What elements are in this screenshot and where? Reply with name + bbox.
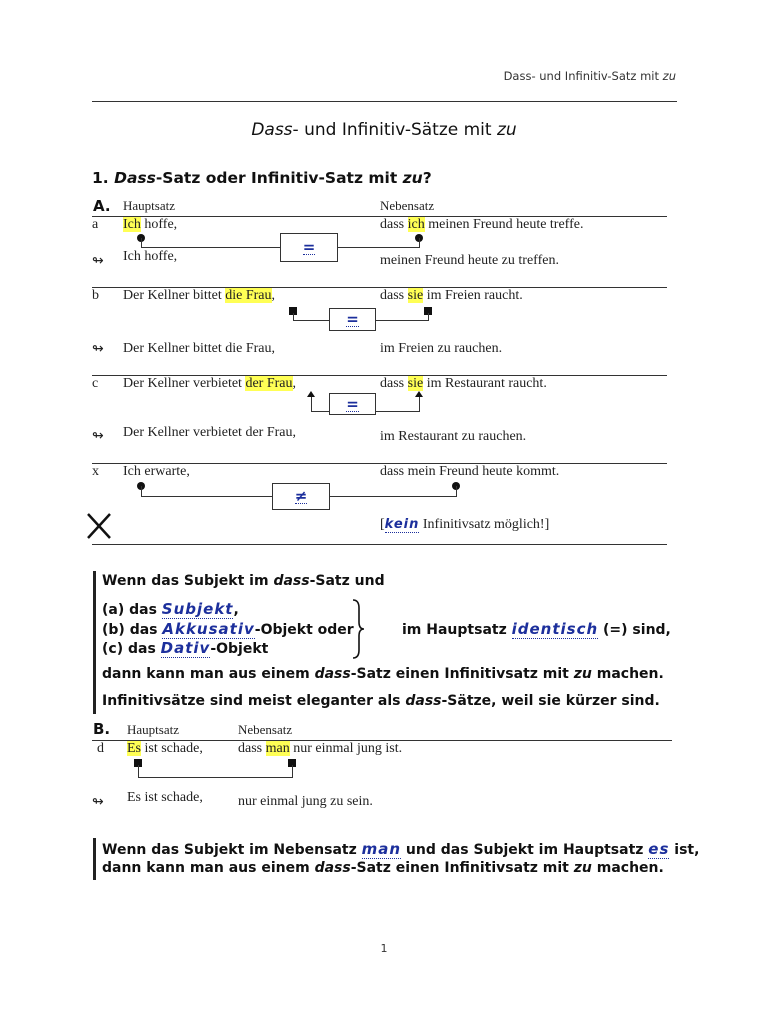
equal-box: =	[280, 233, 338, 262]
hand-arrow-icon: ↬	[92, 253, 104, 269]
header-rule	[92, 101, 677, 102]
alt-sub-clause: nur einmal jung zu sein.	[238, 794, 373, 809]
alt-main-clause: Ich hoffe,	[123, 249, 178, 264]
alt-sub-clause: im Freien zu rauchen.	[380, 341, 503, 356]
rule-line: Wenn das Subjekt im dass-Satz und	[102, 573, 385, 589]
cross-icon	[86, 512, 112, 544]
link-line	[293, 320, 329, 321]
link-line	[141, 247, 281, 248]
rule-item-b: (b) das Akkusativ-Objekt oder	[102, 620, 354, 638]
page-title: Dass- und Infinitiv-Sätze mit zu	[251, 120, 517, 140]
sub-clause: dass sie im Restaurant raucht.	[380, 376, 547, 391]
page-number: 1	[380, 942, 388, 955]
link-line	[138, 777, 293, 778]
link-arrowhead	[415, 391, 423, 397]
alt-main-clause: Es ist schade,	[127, 790, 203, 805]
curly-brace-icon	[351, 598, 365, 664]
sub-clause: dass mein Freund heute kommt.	[380, 464, 560, 479]
rule-item-a: (a) das Subjekt,	[102, 600, 239, 618]
rule-box	[93, 571, 683, 714]
link-line	[376, 320, 428, 321]
link-line	[456, 486, 457, 497]
sub-clause: dass man nur einmal jung ist.	[238, 741, 403, 756]
rule-line: dann kann man aus einem dass-Satz einen Infinitivsatz mit zu machen.	[102, 666, 664, 682]
table-rule	[92, 544, 667, 545]
hand-arrow-icon: ↬	[92, 428, 104, 444]
row-letter: d	[97, 741, 104, 756]
col-header-main: Hauptsatz	[127, 722, 179, 737]
row-letter: b	[92, 288, 99, 303]
sub-clause: dass ich meinen Freund heute treffe.	[380, 217, 584, 232]
rule-line: Infinitivsätze sind meist eleganter als dass-Sätze, weil sie kürzer sind.	[102, 693, 660, 709]
link-line	[376, 411, 420, 412]
link-line	[330, 496, 456, 497]
equal-box: =	[329, 393, 376, 415]
main-clause: Es ist schade,	[127, 741, 203, 756]
running-header: Dass- und Infinitiv-Satz mit zu	[503, 69, 676, 83]
row-letter: a	[92, 217, 99, 232]
link-line	[141, 496, 272, 497]
alt-main-clause: Der Kellner bittet die Frau,	[123, 341, 276, 356]
alt-sub-clause: im Restaurant zu rauchen.	[380, 429, 527, 444]
no-infinitive-note: [kein Infinitivsatz möglich!]	[380, 517, 550, 532]
main-clause: Ich erwarte,	[123, 464, 190, 479]
row-letter: x	[92, 464, 99, 479]
rule-line: dann kann man aus einem dass-Satz einen Infinitivsatz mit zu machen.	[102, 860, 664, 876]
sub-clause: dass sie im Freien raucht.	[380, 288, 523, 303]
link-arrowhead	[307, 391, 315, 397]
hand-arrow-icon: ↬	[92, 341, 104, 357]
rule-box	[93, 838, 700, 880]
rule-identical: im Hauptsatz identisch (=) sind,	[402, 620, 671, 638]
part-b-label: B.	[93, 720, 111, 738]
not-equal-box: ≠	[272, 483, 330, 510]
rule-item-c: (c) das Dativ-Objekt	[102, 639, 269, 657]
link-line	[311, 411, 329, 412]
section-heading: 1. Dass-Satz oder Infinitiv-Satz mit zu?	[92, 169, 432, 187]
alt-sub-clause: meinen Freund heute zu treffen.	[380, 253, 559, 268]
alt-main-clause: Der Kellner verbietet der Frau,	[123, 425, 296, 440]
hand-arrow-icon: ↬	[92, 794, 104, 810]
main-clause: Ich hoffe,	[123, 217, 178, 232]
col-header-main: Hauptsatz	[123, 198, 175, 213]
col-header-sub: Nebensatz	[380, 198, 435, 213]
rule-line: Wenn das Subjekt im Nebensatz man und das Subjekt im Hauptsatz es ist,	[102, 840, 700, 858]
link-line	[338, 247, 420, 248]
main-clause: Der Kellner verbietet der Frau,	[123, 376, 296, 391]
col-header-sub: Nebensatz	[238, 722, 293, 737]
equal-box: =	[329, 308, 376, 331]
part-a-label: A.	[93, 197, 111, 215]
link-line	[428, 313, 429, 321]
main-clause: Der Kellner bittet die Frau,	[123, 288, 276, 303]
row-letter: c	[92, 376, 99, 391]
